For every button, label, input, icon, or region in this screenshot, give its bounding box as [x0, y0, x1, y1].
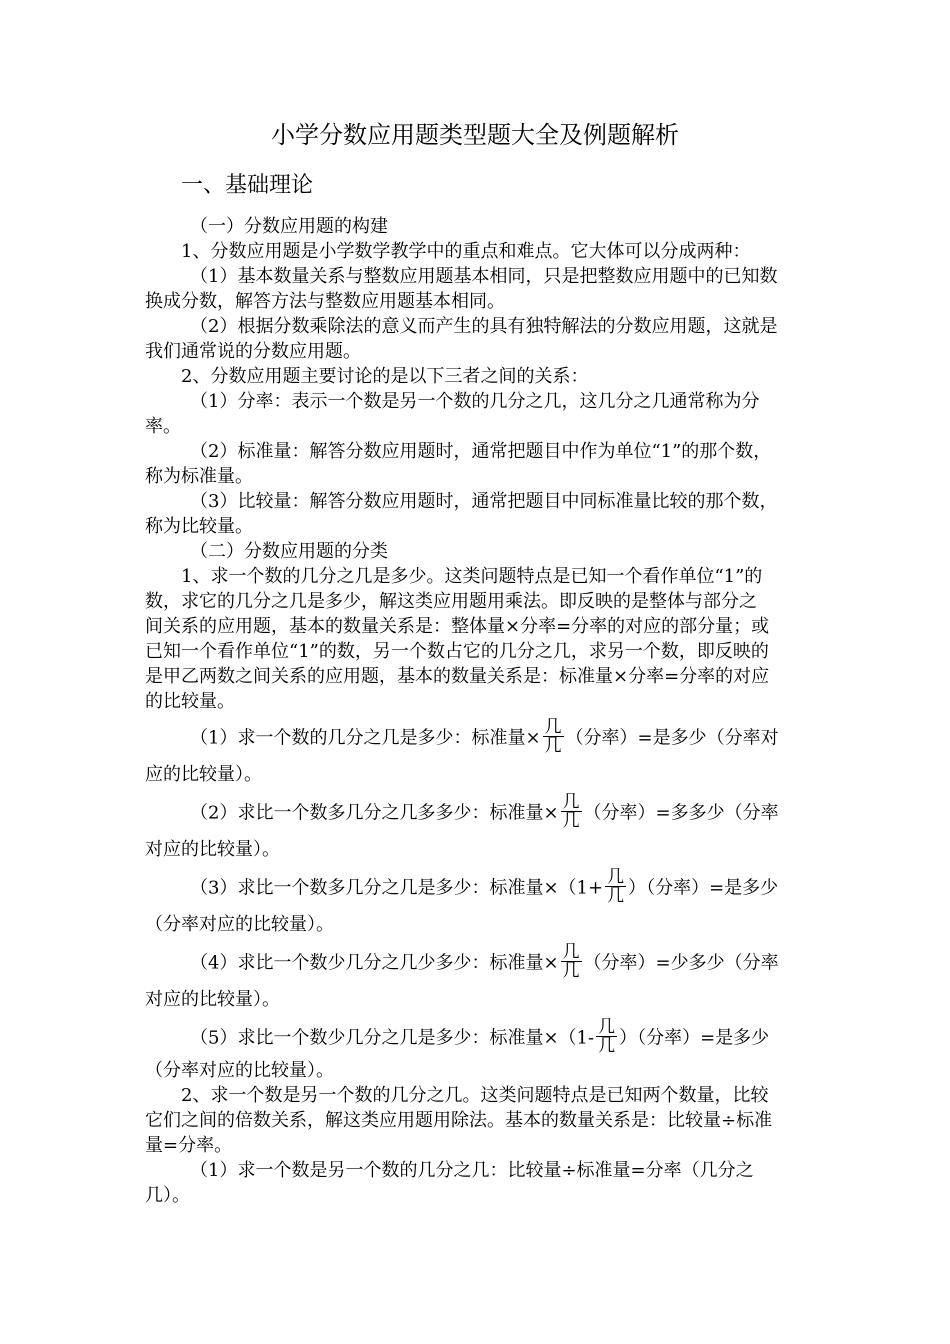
fraction: [561, 943, 582, 980]
fraction-denominator: 几: [562, 811, 580, 831]
formula-text: （1）求一个数的几分之几是多少：标准量×: [190, 727, 541, 749]
paragraph-line: 率。: [145, 416, 181, 437]
paragraph-line: 对应的比较量）。: [145, 989, 280, 1010]
formula-line: [190, 942, 779, 982]
paragraph-line: （1）基本数量关系与整数应用题基本相同，只是把整数应用题中的已知数: [190, 266, 778, 287]
paragraph-line: 它们之间的倍数关系，解这类应用题用除法。基本的数量关系是：比较量÷标准: [145, 1110, 773, 1131]
paragraph-line: 量=分率。: [145, 1135, 233, 1156]
formula-text: （2）求比一个数多几分之几多多少：标准量×: [190, 802, 559, 824]
formula-line: [190, 792, 779, 832]
paragraph-line: 已知一个看作单位“1”的数，另一个数占它的几分之几，求另一个数，即反映的: [145, 641, 769, 662]
paragraph-line: 1、分数应用题是小学数学教学中的重点和难点。它大体可以分成两种：: [181, 241, 751, 262]
fraction: [596, 1018, 617, 1055]
fraction-numerator: 几: [562, 792, 580, 812]
formula-text: （分率）=是多少（分率对: [565, 727, 779, 749]
paragraph-line: 应的比较量）。: [145, 764, 262, 785]
fraction-numerator: 几: [562, 942, 580, 962]
paragraph-line: 的比较量。: [145, 691, 235, 712]
fraction-denominator: 几: [598, 1036, 616, 1056]
section-heading: 一、基础理论: [181, 173, 314, 198]
paragraph-line: 数，求它的几分之几是多少，解这类应用题用乘法。即反映的是整体与部分之: [145, 591, 757, 612]
paragraph-line: （2）标准量：解答分数应用题时，通常把题目中作为单位“1”的那个数，: [190, 441, 772, 462]
paragraph-line: 几）。: [145, 1185, 190, 1206]
paragraph-line: （分率对应的比较量）。: [145, 914, 334, 935]
fraction: [543, 718, 564, 755]
fraction-denominator: 几: [544, 736, 562, 756]
paragraph-line: 2、分数应用题主要讨论的是以下三者之间的关系：: [181, 366, 589, 387]
paragraph-line: 换成分数，解答方法与整数应用题基本相同。: [145, 291, 505, 312]
formula-line: [190, 1017, 770, 1057]
paragraph-line: 对应的比较量）。: [145, 839, 280, 860]
paragraph-line: 称为比较量。: [145, 516, 253, 537]
paragraph-line: （1）分率：表示一个数是另一个数的几分之几，这几分之几通常称为分: [190, 391, 760, 412]
paragraph-line: 间关系的应用题，基本的数量关系是：整体量×分率=分率的对应的部分量；或: [145, 616, 770, 637]
paragraph-line: （分率对应的比较量）。: [145, 1060, 334, 1081]
paragraph-line: （2）根据分数乘除法的意义而产生的具有独特解法的分数应用题，这就是: [190, 316, 778, 337]
formula-text: ）（分率）=是多少: [628, 877, 779, 899]
formula-text: （分率）=少多少（分率: [583, 952, 779, 974]
formula-text: （5）求比一个数少几分之几是多少：标准量×（1-: [190, 1027, 595, 1049]
paragraph-line: （1）求一个数是另一个数的几分之几：比较量÷标准量=分率（几分之: [190, 1160, 754, 1181]
formula-text: （3）求比一个数多几分之几是多少：标准量×（1+: [190, 877, 604, 899]
paragraph-line: 2、求一个数是另一个数的几分之几。这类问题特点是已知两个数量，比较: [181, 1085, 769, 1106]
paragraph-line: 我们通常说的分数应用题。: [145, 341, 361, 362]
fraction-denominator: 几: [607, 886, 625, 906]
fraction-numerator: 几: [544, 717, 562, 737]
fraction-numerator: 几: [607, 867, 625, 887]
formula-text: （分率）=多多少（分率: [583, 802, 779, 824]
fraction: [605, 868, 626, 905]
subsection-heading: （一）分数应用题的构建: [190, 216, 388, 237]
paragraph-line: 1、求一个数的几分之几是多少。这类问题特点是已知一个看作单位“1”的: [181, 566, 763, 587]
document-title: 小学分数应用题类型题大全及例题解析: [271, 121, 679, 149]
subsection-heading: （二）分数应用题的分类: [190, 541, 388, 562]
formula-text: ）（分率）=是多少: [619, 1027, 770, 1049]
formula-text: （4）求比一个数少几分之几少多少：标准量×: [190, 952, 559, 974]
fraction: [561, 793, 582, 830]
fraction-numerator: 几: [598, 1017, 616, 1037]
formula-line: [190, 717, 779, 757]
paragraph-line: 是甲乙两数之间关系的应用题，基本的数量关系是：标准量×分率=分率的对应: [145, 666, 770, 687]
formula-line: [190, 867, 779, 907]
fraction-denominator: 几: [562, 961, 580, 981]
paragraph-line: （3）比较量：解答分数应用题时，通常把题目中同标准量比较的那个数，: [190, 491, 778, 512]
paragraph-line: 称为标准量。: [145, 466, 253, 487]
